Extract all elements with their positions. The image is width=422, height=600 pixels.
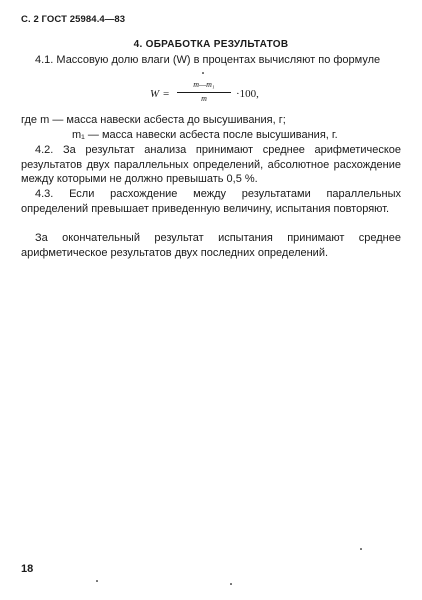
- formula-numerator: m—m₁: [193, 80, 215, 89]
- final-result-text: За окончательный результат испытания принимают среднее арифметическое результатов двух последних определений.: [21, 232, 401, 259]
- paragraph-4-1-text: 4.1. Массовую долю влаги (W) в процентах вычисляют по формуле: [35, 54, 381, 66]
- legend-line-1: где m — масса навески асбеста до высушивания, г;: [21, 114, 286, 126]
- paragraph-4-3: [21, 187, 401, 216]
- formula-legend: [21, 113, 401, 142]
- paragraph-4-3-text: 4.3. Если расхождение между результатами параллельных определений превышает приведенную величину, испытания повторяют.: [21, 188, 401, 215]
- page-header: С. 2 ГОСТ 25984.4—83: [21, 14, 126, 25]
- scan-speck: [230, 583, 232, 585]
- page-number: 18: [21, 563, 34, 575]
- formula-denominator: m: [201, 94, 207, 103]
- paragraph-4-1: [21, 53, 401, 68]
- formula-multiplier: ·100,: [236, 88, 259, 100]
- formula-fraction: [177, 80, 231, 104]
- formula-equals: =: [163, 88, 170, 100]
- paragraph-4-2: [21, 143, 401, 187]
- fraction-bar: [177, 92, 231, 93]
- scan-speck: [360, 548, 362, 550]
- legend-line-2: m₁ — масса навески асбеста после высушивания, г.: [72, 128, 338, 141]
- formula-lhs: W: [150, 88, 160, 100]
- final-result-paragraph: [21, 231, 401, 260]
- section-title: 4. ОБРАБОТКА РЕЗУЛЬТАТОВ: [133, 39, 289, 50]
- moisture-formula: [150, 80, 300, 110]
- paragraph-4-2-text: 4.2. За результат анализа принимают среднее арифметическое результатов двух параллельных определений, абсолютное расхождение между которыми не должно превышать 0,5 %.: [21, 144, 401, 185]
- scan-speck: [202, 72, 204, 74]
- scan-speck: [96, 580, 98, 582]
